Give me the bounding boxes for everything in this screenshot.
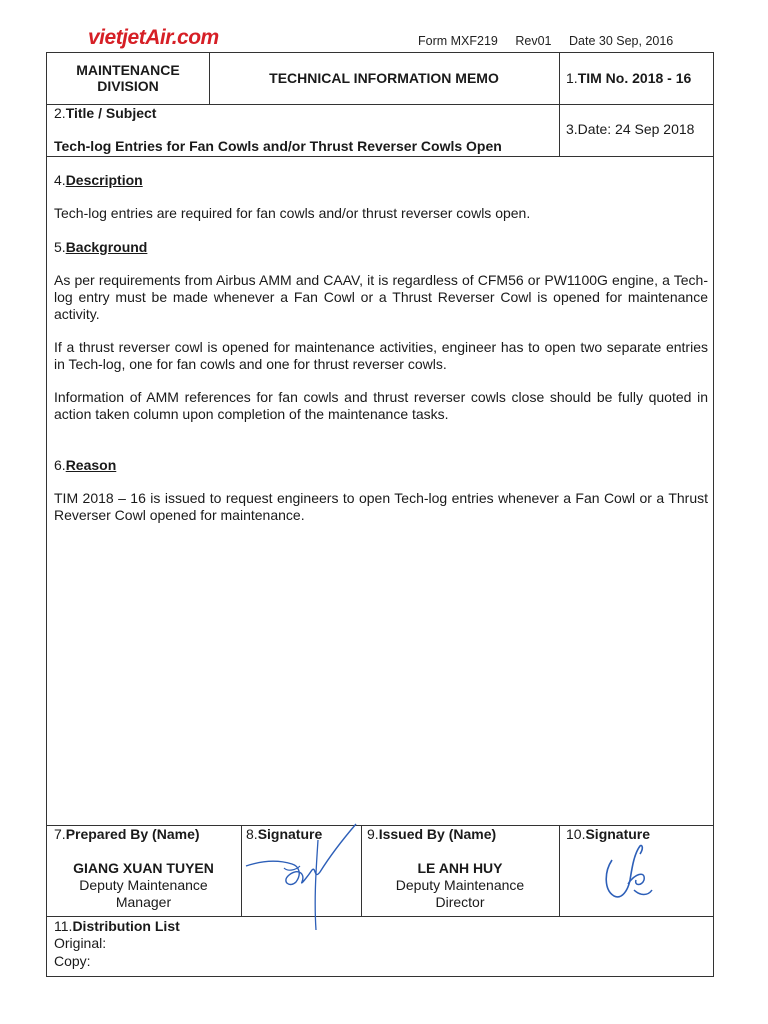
- description-text: Tech-log entries are required for fan cowls and/or thrust reverser cowls open.: [54, 205, 531, 221]
- prepared-by-name: GIANG XUAN TUYEN: [73, 860, 214, 876]
- divider: [46, 916, 714, 917]
- field-number: 8.: [246, 826, 258, 842]
- field-label: Prepared By (Name): [65, 826, 200, 842]
- section-title: Description: [65, 172, 143, 188]
- prepared-signature-icon: [244, 820, 364, 935]
- divider: [46, 156, 714, 157]
- section-title: Background: [65, 239, 148, 255]
- title-label: Title / Subject: [65, 105, 157, 121]
- divider: [209, 52, 210, 104]
- field-number: 7.: [54, 826, 66, 842]
- distribution-heading: [54, 918, 180, 934]
- divider: [559, 825, 560, 916]
- tim-prefix: 1.: [566, 70, 578, 86]
- distribution-copy: Copy:: [54, 953, 91, 969]
- field-label: Issued By (Name): [378, 826, 497, 842]
- memo-date: 3.Date: 24 Sep 2018: [566, 121, 695, 137]
- issued-by-name: LE ANH HUY: [417, 860, 503, 876]
- form-date: Date 30 Sep, 2016: [569, 34, 674, 48]
- prepared-by-heading: [54, 826, 200, 842]
- divider: [559, 52, 560, 156]
- divider: [241, 825, 242, 916]
- prepared-by-role: Deputy Maintenance Manager: [79, 877, 208, 910]
- description-heading: [54, 172, 143, 188]
- background-heading: [54, 239, 147, 255]
- field-number: 9.: [367, 826, 379, 842]
- memo-title: TECHNICAL INFORMATION MEMO: [269, 70, 499, 86]
- issued-by-role: Deputy Maintenance Director: [395, 877, 525, 910]
- background-paragraph: Information of AMM references for fan cowls and thrust reverser cowls close should be fully quoted in action taken column upon completion of the maintenance tasks.: [54, 389, 708, 422]
- issued-signature-icon: [600, 840, 660, 905]
- field-number: 11.: [54, 918, 73, 934]
- form-revision: Rev01: [515, 34, 552, 48]
- title-number: 2.: [54, 105, 66, 121]
- background-paragraph: If a thrust reverser cowl is opened for maintenance activities, engineer has to open two separate entries in Tech-log, one for fan cowls and one for thrust reverser cowls.: [54, 339, 708, 372]
- form-number: Form MXF219: [418, 34, 498, 48]
- field-label: Signature: [585, 826, 651, 842]
- field-number: 10.: [566, 826, 586, 842]
- reason-text: TIM 2018 – 16 is issued to request engineers to open Tech-log entries whenever a Fan Cowl or a Thrust Reverser Cowl opened for maintenance.: [54, 490, 708, 523]
- title-heading: [54, 105, 156, 121]
- tim-label: TIM No. 2018 - 16: [577, 70, 692, 86]
- issued-by-heading: [367, 826, 496, 842]
- vietjet-logo: vietjetAir.com: [88, 26, 219, 49]
- section-title: Reason: [65, 457, 117, 473]
- field-label: Distribution List: [72, 918, 180, 934]
- section-number: 6.: [54, 457, 66, 473]
- subject-text: Tech-log Entries for Fan Cowls and/or Thrust Reverser Cowls Open: [54, 138, 502, 154]
- field-label: Signature: [257, 826, 323, 842]
- tim-number: [566, 70, 691, 86]
- division-label: MAINTENANCE DIVISION: [76, 62, 180, 94]
- reason-heading: [54, 457, 116, 473]
- background-paragraph: As per requirements from Airbus AMM and CAAV, it is regardless of CFM56 or PW1100G engine, a Tech-log entry must be made whenever a Fan Cowl or a Thrust Reverser Cowl is opened for maintenance activity.: [54, 272, 708, 322]
- section-number: 5.: [54, 239, 66, 255]
- section-number: 4.: [54, 172, 66, 188]
- form-info: [418, 34, 687, 48]
- distribution-original: Original:: [54, 935, 107, 951]
